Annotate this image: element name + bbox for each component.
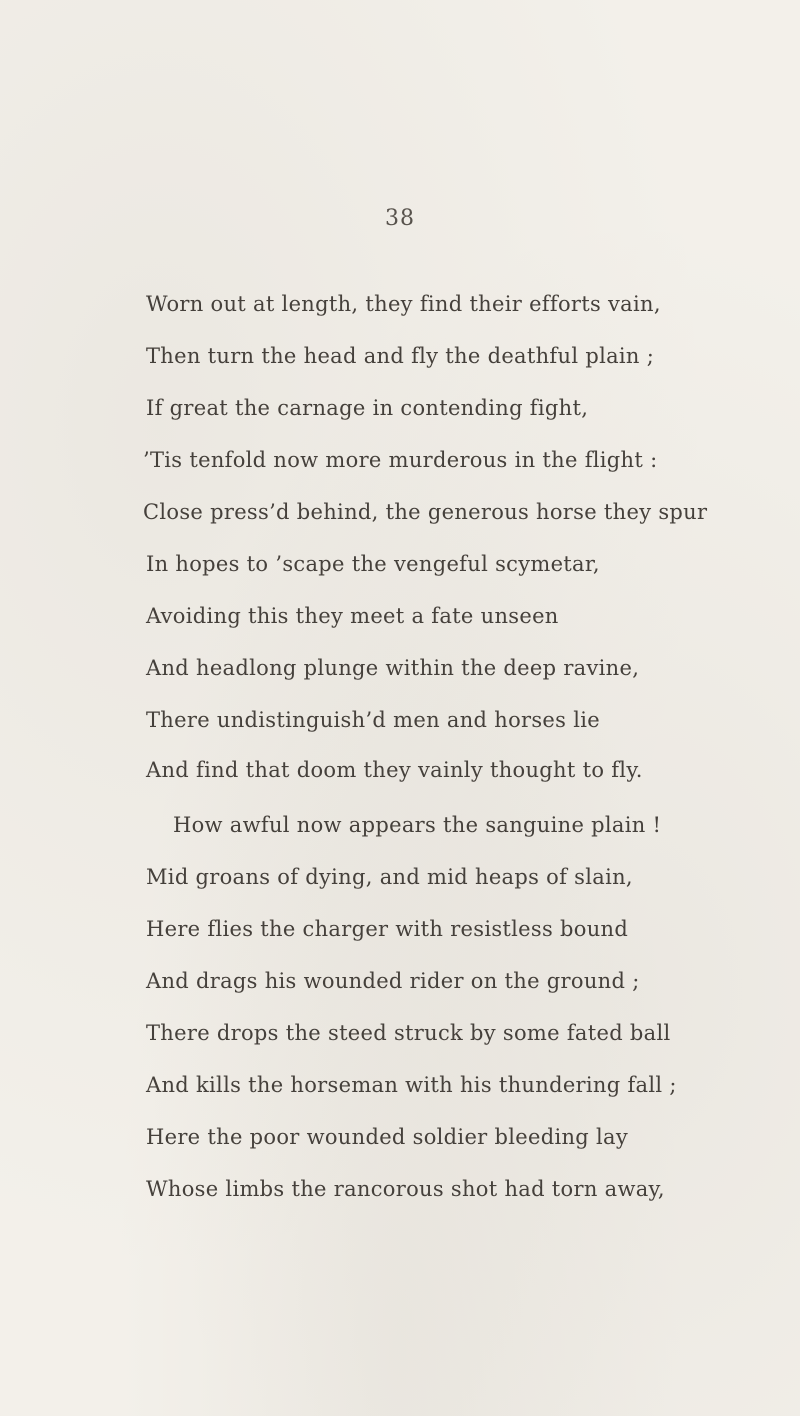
poem-line: And headlong plunge within the deep ravine, — [146, 656, 640, 680]
poem-line: Avoiding this they meet a fate unseen — [146, 604, 559, 628]
poem-line: Here the poor wounded soldier bleeding lay — [146, 1125, 629, 1149]
poem-line: There drops the steed struck by some fated ball — [146, 1021, 671, 1045]
poem-line: And drags his wounded rider on the ground ; — [146, 969, 640, 993]
poem-line: Worn out at length, they find their efforts vain, — [146, 292, 661, 316]
poem-line: Whose limbs the rancorous shot had torn away, — [146, 1177, 665, 1201]
poem-line: Close press’d behind, the generous horse they spur — [143, 500, 708, 524]
poem-line: In hopes to ’scape the vengeful scymetar, — [146, 552, 600, 576]
page-number: 38 — [385, 206, 415, 231]
poem-line: ’Tis tenfold now more murderous in the flight : — [143, 448, 658, 472]
poem-line: Here flies the charger with resistless bound — [146, 917, 629, 941]
poem-line: Then turn the head and fly the deathful plain ; — [146, 344, 655, 368]
poem-line: And find that doom they vainly thought to fly. — [146, 758, 643, 782]
poem-line: Mid groans of dying, and mid heaps of slain, — [146, 865, 633, 889]
poem-line: There undistinguish’d men and horses lie — [146, 708, 600, 732]
poem-line: How awful now appears the sanguine plain ! — [173, 813, 662, 837]
poem-line: If great the carnage in contending fight, — [146, 396, 589, 420]
poem-line: And kills the horseman with his thundering fall ; — [146, 1073, 677, 1097]
